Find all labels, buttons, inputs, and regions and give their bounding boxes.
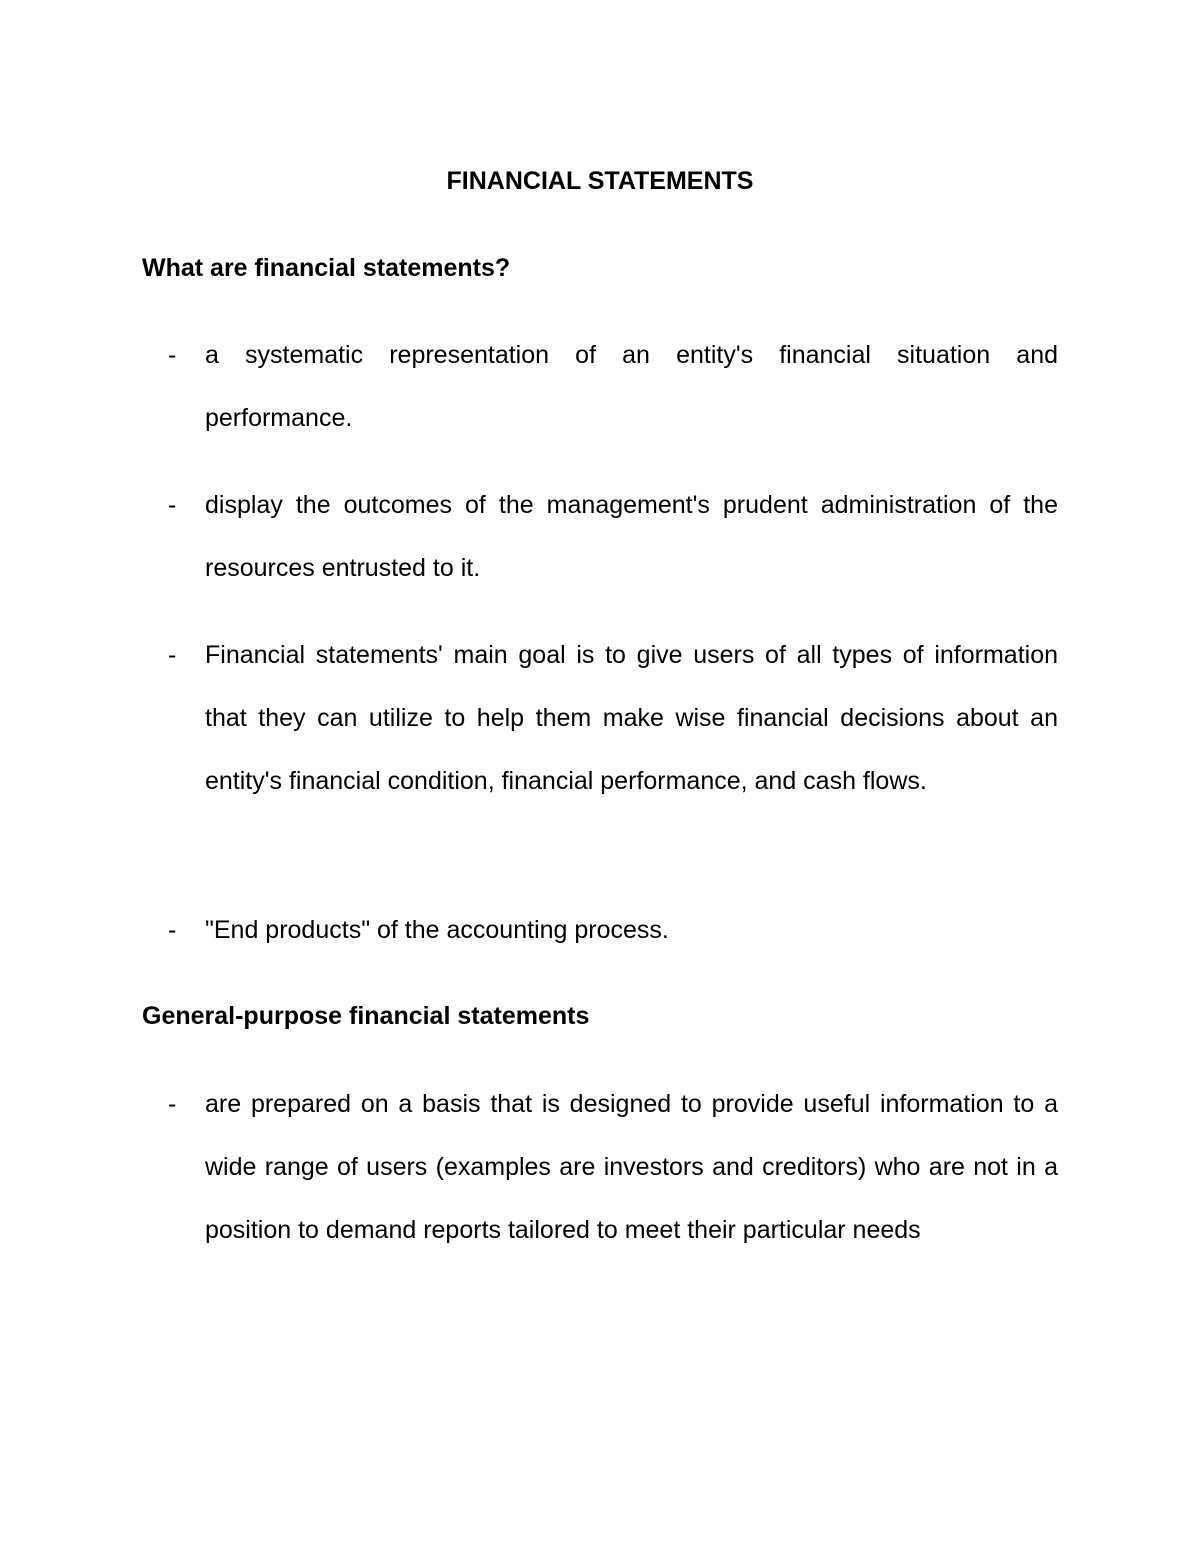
section-heading-what-are: What are financial statements? (142, 254, 511, 282)
bullet-item (168, 899, 1058, 962)
dash-bullet-marker: - (168, 491, 177, 519)
bullet-text: a systematic representation of an entity's financial situation and performance. (205, 341, 1058, 432)
bullet-text: "End products" of the accounting process. (205, 916, 669, 944)
dash-bullet-marker: - (168, 916, 177, 944)
bullet-item (168, 324, 1058, 450)
dash-bullet-marker: - (168, 1090, 177, 1118)
document-title: FINANCIAL STATEMENTS (446, 167, 754, 195)
bullet-item (168, 474, 1058, 600)
bullet-text: are prepared on a basis that is designed to provide useful information to a wide range of users (examples are investors and creditors) who are not in a position to demand reports tailored to meet their particular needs (205, 1090, 1058, 1244)
dash-bullet-marker: - (168, 341, 177, 369)
dash-bullet-marker: - (168, 641, 177, 669)
bullet-text: Financial statements' main goal is to give users of all types of information that they can utilize to help them make wise financial decisions about an entity's financial condition, financial performance, and cash flows. (205, 641, 1058, 795)
section-heading-general-purpose: General-purpose financial statements (142, 1002, 590, 1030)
bullet-item (168, 624, 1058, 813)
bullet-item (168, 1073, 1058, 1262)
bullet-text: display the outcomes of the management's prudent administration of the resources entrusted to it. (205, 491, 1058, 582)
